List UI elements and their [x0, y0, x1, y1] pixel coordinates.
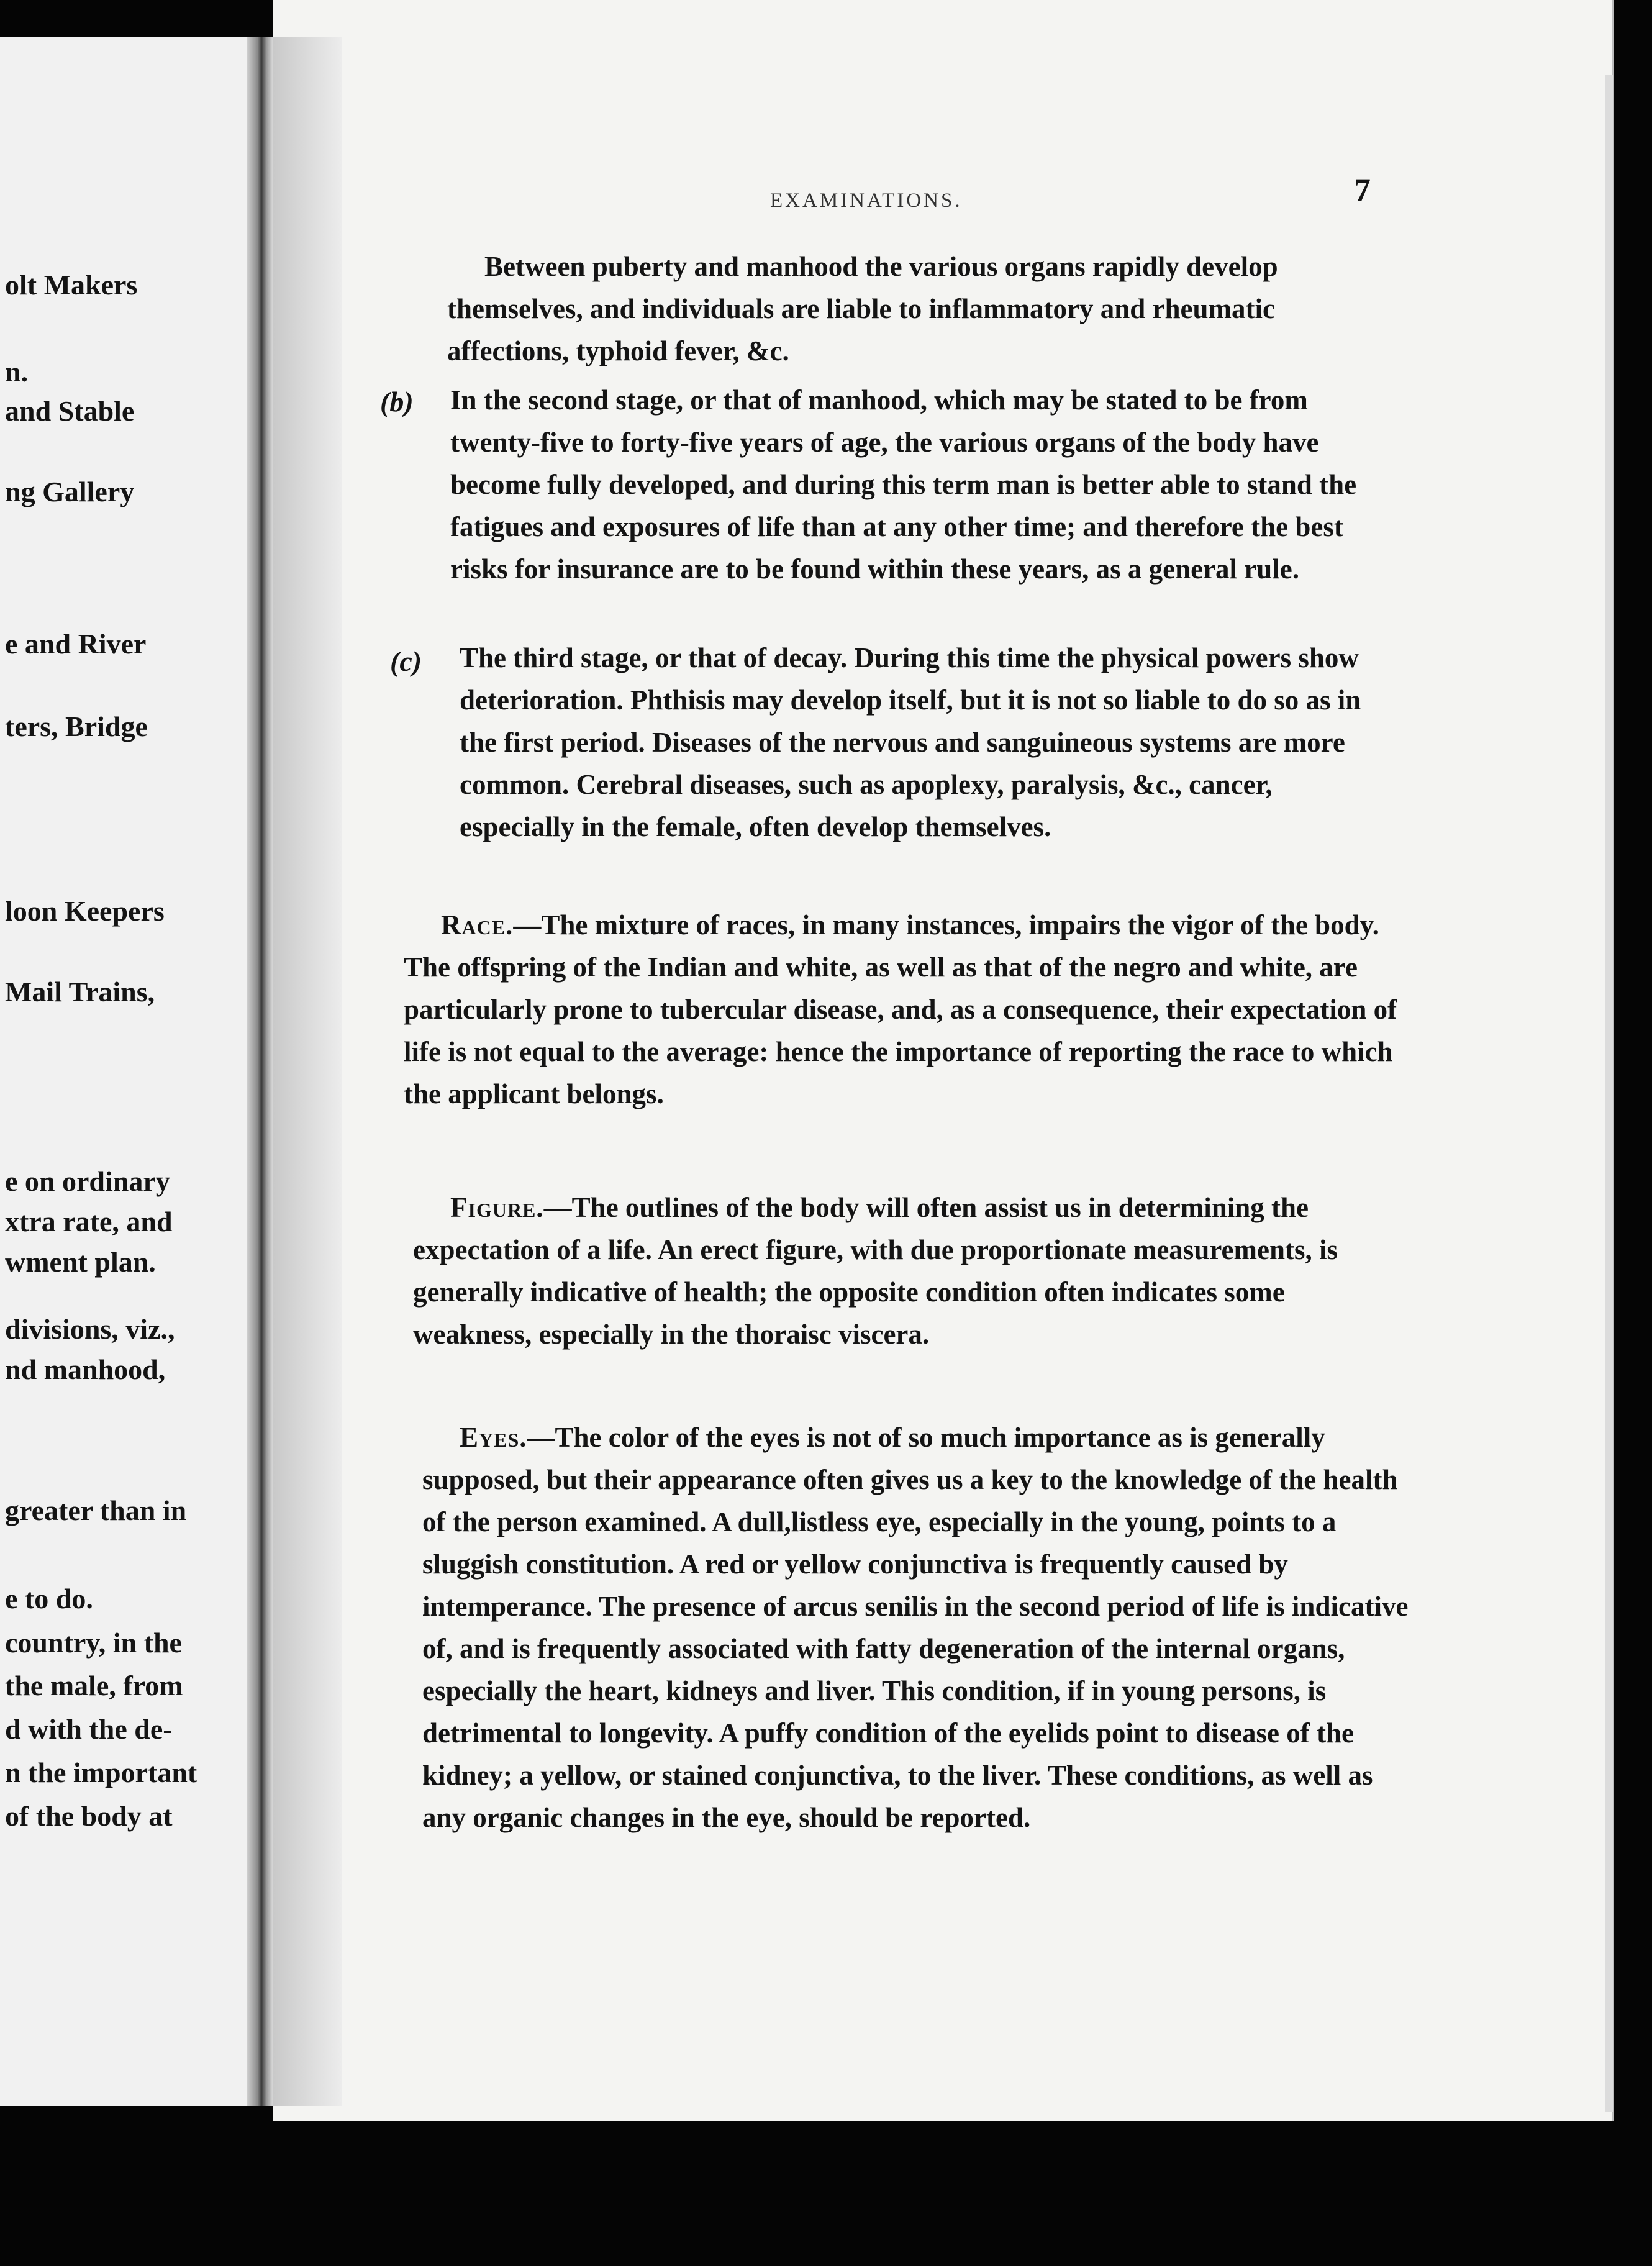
- left-line-fragment: divisions, viz.,: [5, 1313, 175, 1345]
- left-line-fragment: the male, from: [5, 1670, 183, 1701]
- left-line-fragment: n the important: [5, 1757, 197, 1788]
- left-line-fragment: ters, Bridge: [5, 711, 148, 742]
- figure-text: [413, 1186, 1407, 1355]
- figure-body: —The outlines of the body will often assist us in determining the expectation of a life. An erect figure, with due proportionate measurements, is generally indicative of health; the opposite condition often indicates some weakness, especially in the thoraisc viscera.: [413, 1192, 1338, 1350]
- left-line-fragment: nd manhood,: [5, 1354, 166, 1385]
- page-edge: [1605, 75, 1613, 2112]
- page-number: 7: [1354, 171, 1371, 209]
- left-line-fragment: n.: [5, 356, 29, 388]
- paragraph-b-text: In the second stage, or that of manhood, which may be stated to be from twenty-five to forty-five years of age, the various organs of the body have become fully developed, and during this term man is better able to stand the fatigues and exposures of life than at any other time; and therefore the best risks for insurance are to be found within these years, as a general rule.: [450, 384, 1357, 585]
- race-text: [404, 904, 1397, 1115]
- eyes-body: —The color of the eyes is not of so much importance as is generally supposed, but their appearance often gives us a key to the knowledge of the health of the person examined. A dull,listless eye, especially in the young, points to a sluggish constitution. A red or yellow conjunctiva is frequently caused by intemperance. The presence of arcus senilis in the second period of life is indicative of, and is frequently associated with fatty degeneration of the internal organs, especially the heart, kidneys and liver. This condition, if in young persons, is detrimental to longevity. A puffy condition of the eyelids point to disease of the kidney; a yellow, or stained conjunctiva, to the liver. These conditions, as well as any organic changes in the eye, should be reported.: [422, 1422, 1409, 1833]
- race-heading: Race.: [441, 909, 514, 940]
- paragraph-b: [450, 379, 1382, 590]
- left-line-fragment: xtra rate, and: [5, 1206, 173, 1237]
- book-gutter: [247, 37, 273, 2106]
- left-line-fragment: wment plan.: [5, 1246, 156, 1278]
- item-label-c: (c): [390, 645, 422, 677]
- race-paragraph: [404, 904, 1397, 1115]
- left-line-fragment: country, in the: [5, 1627, 182, 1659]
- left-line-fragment: and Stable: [5, 395, 135, 427]
- intro-text: Between puberty and manhood the various organs rapidly develop themselves, and individuals are liable to inflammatory and rheumatic affections, typhoid fever, &c.: [447, 251, 1278, 366]
- eyes-paragraph: [422, 1416, 1422, 1839]
- left-line-fragment: Mail Trains,: [5, 976, 155, 1008]
- left-line-fragment: ng Gallery: [5, 476, 135, 507]
- eyes-heading: Eyes.: [460, 1422, 527, 1453]
- left-line-fragment: olt Makers: [5, 269, 138, 301]
- item-label-b: (b): [380, 386, 414, 417]
- paragraph-c: [460, 637, 1385, 848]
- left-line-fragment: loon Keepers: [5, 895, 165, 927]
- left-line-fragment: of the body at: [5, 1800, 173, 1832]
- left-facing-page: [0, 37, 264, 2106]
- left-line-fragment: e on ordinary: [5, 1165, 170, 1197]
- left-line-fragment: e and River: [5, 628, 147, 660]
- page-shadow: [273, 37, 342, 2106]
- left-line-fragment: greater than in: [5, 1495, 187, 1526]
- running-head: EXAMINATIONS.: [770, 189, 963, 212]
- paragraph-c-text: The third stage, or that of decay. During this time the physical powers show deterioration. Phthisis may develop itself, but it is not so liable to do so as in the first period. Diseases of the nervous and sanguineous systems are more common. Cerebral diseases, such as apoplexy, paralysis, &c., cancer, especially in the female, often develop themselves.: [460, 642, 1361, 842]
- eyes-text: [422, 1416, 1422, 1839]
- left-line-fragment: e to do.: [5, 1583, 93, 1614]
- figure-heading: Figure.: [450, 1192, 544, 1223]
- race-body: —The mixture of races, in many instances, impairs the vigor of the body. The offspring of the Indian and white, as well as that of the negro and white, are particularly prone to tubercular disease, and, as a consequence, their expectation of life is not equal to the average: hence the importance of reporting the race to which the applicant belongs.: [404, 909, 1397, 1109]
- intro-paragraph: [447, 245, 1379, 372]
- left-line-fragment: d with the de-: [5, 1713, 173, 1745]
- figure-paragraph: [413, 1186, 1407, 1355]
